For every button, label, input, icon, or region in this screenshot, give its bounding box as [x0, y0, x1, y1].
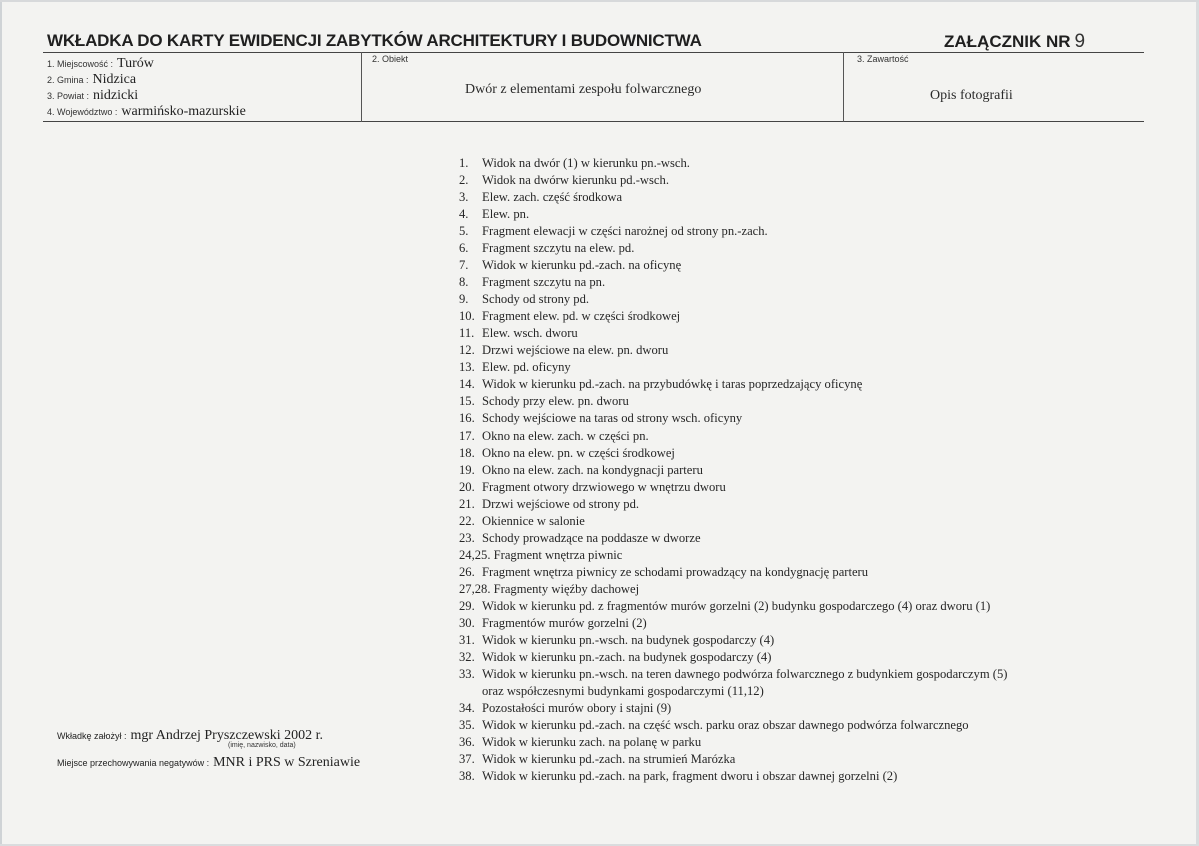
list-item: [459, 666, 1007, 700]
list-item: [459, 206, 1007, 223]
content-label: 3. Zawartość: [857, 54, 909, 64]
gmina-value: Nidzica: [92, 72, 137, 87]
list-item: [459, 308, 1007, 325]
header-rule-top: [43, 52, 1144, 53]
list-item-number: 17.: [459, 428, 475, 443]
object-label: 2. Obiekt: [372, 54, 409, 64]
list-item: [459, 257, 1007, 274]
list-item-number: 21.: [459, 496, 475, 511]
header-divider-2: [843, 52, 844, 122]
list-item: [459, 240, 1007, 257]
list-item: [459, 359, 1007, 376]
list-item: [459, 717, 1007, 734]
list-item-number: 24,25.: [459, 547, 491, 562]
list-item-text: Widok na dwórw kierunku pd.-wsch.: [482, 173, 669, 188]
list-item-text: Widok w kierunku pd.-zach. na park, fragment dworu i obszar dawnej gorzelni (2): [482, 769, 898, 784]
list-item-number: 3.: [459, 190, 469, 205]
list-item: [459, 547, 1007, 564]
list-item: [459, 428, 1007, 445]
list-item-text: Widok w kierunku pd. z fragmentów murów gorzelni (2) budynku gospodarczego (4) oraz dworu (1): [482, 598, 991, 613]
author-value: mgr Andrzej Pryszczewski 2002 r.: [130, 728, 323, 743]
list-item-number: 26.: [459, 564, 475, 579]
list-item-number: 2.: [459, 173, 469, 188]
list-item-number: 7.: [459, 258, 469, 273]
list-item-number: 32.: [459, 649, 475, 664]
list-item-text: Elew. zach. część środkowa: [482, 190, 623, 205]
list-item: [459, 155, 1007, 172]
list-item-text: Fragment otwory drzwiowego w wnętrzu dworu: [482, 479, 726, 494]
field-miejscowosc: [47, 56, 154, 72]
list-item-number: 13.: [459, 360, 475, 375]
field-gmina: [47, 72, 136, 88]
list-item-text: Fragment elew. pd. w części środkowej: [482, 309, 681, 324]
list-item-text: Fragmentów murów gorzelni (2): [482, 615, 647, 630]
list-item-number: 14.: [459, 377, 475, 392]
header-rule-bottom: [43, 121, 1144, 122]
list-item: [459, 615, 1007, 632]
list-item-text: Widok na dwór (1) w kierunku pn.-wsch.: [482, 156, 690, 170]
photo-description-list: [459, 155, 1007, 785]
list-item-text: Widok w kierunku zach. na polanę w parku: [482, 735, 702, 750]
list-item: [459, 479, 1007, 496]
list-item-text: Fragmenty więźby dachowej: [493, 581, 640, 596]
list-item-text: Widok w kierunku pn.-wsch. na budynek gospodarczy (4): [482, 632, 775, 647]
list-item: [459, 598, 1007, 615]
list-item-number: 38.: [459, 769, 475, 784]
list-item: [459, 700, 1007, 717]
miejscowosc-label: 1. Miejscowość :: [47, 59, 114, 69]
list-item: [459, 342, 1007, 359]
list-item-text: Elew. wsch. dworu: [482, 326, 578, 341]
storage-value: MNR i PRS w Szreniawie: [213, 755, 361, 770]
miejscowosc-value: Turów: [117, 56, 154, 71]
document-title: WKŁADKA DO KARTY EWIDENCJI ZABYTKÓW ARCHITEKTURY I BUDOWNICTWA: [47, 31, 702, 50]
list-item-number: 5.: [459, 224, 469, 239]
list-item: [459, 189, 1007, 206]
list-item-text: Fragment wnętrza piwnic: [493, 547, 623, 562]
list-item-text: Widok w kierunku pn.-wsch. na teren dawnego podwórza folwarcznego z budynkiem gospodarczym (5): [482, 666, 1008, 681]
list-item-number: 1.: [459, 156, 469, 170]
storage-label: Miejsce przechowywania negatywów :: [57, 758, 210, 768]
list-item-text: Widok w kierunku pd.-zach. na strumień Marózka: [482, 752, 736, 767]
list-item-number: 10.: [459, 309, 475, 324]
list-item-text: Schody prowadzące na poddasze w dworze: [482, 530, 701, 545]
list-item: [459, 564, 1007, 581]
gmina-label: 2. Gmina :: [47, 75, 89, 85]
list-item-number: 27,28.: [459, 581, 491, 596]
footer-storage: [57, 753, 360, 771]
list-item-text: Drzwi wejściowe na elew. pn. dworu: [482, 343, 669, 358]
list-item-number: 16.: [459, 411, 475, 426]
powiat-value: nidzicki: [93, 88, 139, 103]
list-item-text: Widok w kierunku pd.-zach. na część wsch. parku oraz obszar dawnego podwórza folwarcznego: [482, 718, 969, 733]
list-item-number: 20.: [459, 479, 475, 494]
list-item-text: Elew. pn.: [482, 207, 530, 222]
list-item-number: 29.: [459, 598, 475, 613]
list-item: [459, 462, 1007, 479]
list-item-text: Widok w kierunku pd.-zach. na oficynę: [482, 258, 682, 273]
list-item-text: Fragment szczytu na pn.: [482, 275, 606, 290]
list-item-number: 6.: [459, 241, 469, 256]
list-item: [459, 172, 1007, 189]
content-value: Opis fotografii: [930, 88, 1013, 103]
list-item-number: 33.: [459, 666, 475, 681]
list-item-number: 15.: [459, 394, 475, 409]
list-item: [459, 581, 1007, 598]
list-item-text: Fragment szczytu na elew. pd.: [482, 241, 635, 256]
list-item: [459, 274, 1007, 291]
list-item: [459, 445, 1007, 462]
list-item-text: Okno na elew. zach. na kondygnacji parteru: [482, 462, 703, 477]
list-item-text: Okno na elew. pn. w części środkowej: [482, 445, 675, 460]
paper-edge-left: [0, 0, 2, 846]
author-note: (imię, nazwisko, data): [228, 742, 296, 749]
list-item-number: 8.: [459, 275, 469, 290]
list-item-number: 36.: [459, 735, 475, 750]
list-item-number: 30.: [459, 615, 475, 630]
list-item: [459, 530, 1007, 547]
annex-label-text: ZAŁĄCZNIK NR: [944, 32, 1071, 51]
list-item-text: Schody przy elew. pn. dworu: [482, 394, 629, 409]
list-item-number: 19.: [459, 462, 475, 477]
field-powiat: [47, 88, 138, 104]
list-item-number: 35.: [459, 718, 475, 733]
header-divider-1: [361, 52, 362, 122]
list-item-text: Schody od strony pd.: [482, 292, 590, 307]
list-item-text: Fragment elewacji w części narożnej od strony pn.-zach.: [482, 224, 768, 239]
wojewodztwo-value: warmińsko-mazurskie: [121, 104, 246, 119]
list-item-text: Widok w kierunku pn.-zach. na budynek gospodarczy (4): [482, 649, 772, 664]
list-item: [459, 513, 1007, 530]
list-item: [459, 768, 1007, 785]
field-wojewodztwo: [47, 104, 246, 120]
wojewodztwo-label: 4. Województwo :: [47, 107, 118, 117]
list-item-text: Drzwi wejściowe od strony pd.: [482, 496, 640, 511]
list-item-text: Widok w kierunku pd.-zach. na przybudówkę i taras poprzedzający oficynę: [482, 377, 863, 392]
list-item: [459, 751, 1007, 768]
powiat-label: 3. Powiat :: [47, 91, 90, 101]
list-item-continuation: oraz współczesnymi budynkami gospodarczymi (11,12): [482, 683, 764, 698]
object-value: Dwór z elementami zespołu folwarcznego: [465, 82, 702, 97]
list-item: [459, 410, 1007, 427]
list-item: [459, 223, 1007, 240]
list-item-number: 22.: [459, 513, 475, 528]
list-item-number: 9.: [459, 292, 469, 307]
list-item-number: 12.: [459, 343, 475, 358]
paper-edge-top: [0, 0, 1199, 2]
list-item-number: 34.: [459, 701, 475, 715]
list-item-number: 4.: [459, 207, 469, 222]
list-item: [459, 632, 1007, 649]
list-item-text: Okiennice w salonie: [482, 513, 585, 528]
list-item: [459, 393, 1007, 410]
annex-number: 9: [1074, 31, 1086, 52]
list-item: [459, 496, 1007, 513]
list-item-text: Okno na elew. zach. w części pn.: [482, 428, 649, 443]
author-label: Wkładkę założył :: [57, 731, 127, 741]
list-item: [459, 734, 1007, 751]
list-item-text: Pozostałości murów obory i stajni (9): [482, 701, 672, 715]
list-item: [459, 649, 1007, 666]
list-item-number: 37.: [459, 752, 475, 767]
list-item-text: Schody wejściowe na taras od strony wsch. oficyny: [482, 411, 743, 426]
list-item-text: Elew. pd. oficyny: [482, 360, 571, 375]
list-item-number: 18.: [459, 445, 475, 460]
list-item: [459, 376, 1007, 393]
list-item-number: 23.: [459, 530, 475, 545]
list-item-number: 11.: [459, 326, 475, 341]
list-item: [459, 325, 1007, 342]
annex-label: [944, 31, 1085, 53]
list-item-number: 31.: [459, 632, 475, 647]
list-item-text: Fragment wnętrza piwnicy ze schodami prowadzący na kondygnację parteru: [482, 564, 869, 579]
list-item: [459, 291, 1007, 308]
